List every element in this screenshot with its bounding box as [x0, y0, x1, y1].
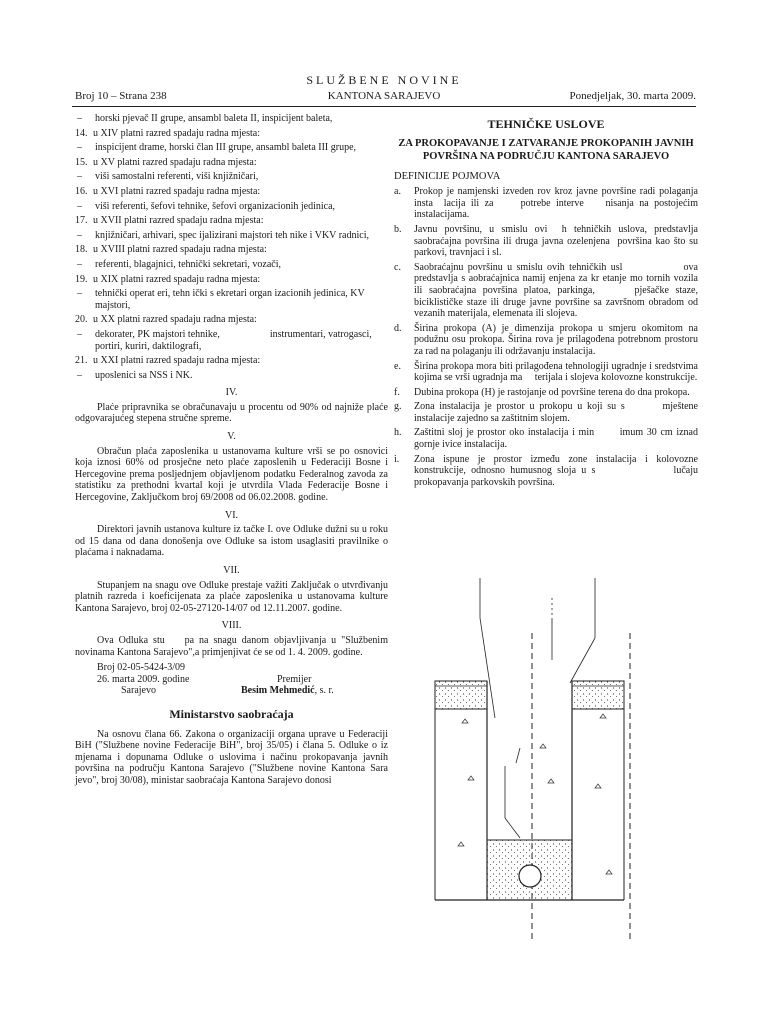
section-title: TEHNIČKE USLOVE: [487, 117, 605, 131]
definition-item: e. Širina prokopa mora biti prilagođena tehnologiji ugradnje i sredstvima kojima se vrši ugradnja ma terijala i slojeva kolovozne konstrukcije.: [394, 360, 701, 384]
issue-date: Ponedjeljak, 30. marta 2009.: [569, 90, 696, 102]
list-item: – referenti, blagajnici, tehnički sekretari, vozači,: [77, 258, 282, 270]
signature-block: [75, 662, 388, 697]
definition-item: d. Širina prokopa (A) je dimenzija prokopa u smjeru okomitom na podužnu osu prokopa. Širina rova je prilagođena potrebnom prostoru za rad na polaganju ili održavanju instalacija.: [394, 322, 698, 357]
definitions-list: [394, 186, 701, 488]
left-pavement-layer: [435, 681, 487, 709]
right-pavement-layer: [572, 681, 624, 709]
list-item: – viši referenti, šefovi tehnike, šefovi organizacionih jedinica,: [77, 200, 336, 212]
definition-item: f. Dubina prokopa (H) je rastojanje od površine terena do dna prokopa.: [394, 386, 690, 398]
list-item: 19. u XIX platni razred spadaju radna mjesta:: [75, 273, 261, 285]
list-item: – viši samostalni referenti, viši knjižničari,: [77, 171, 259, 183]
list-item: 14. u XIV platni razred spadaju radna mjesta:: [75, 127, 260, 139]
definition-item: a. Prokop je namjenski izveden rov kroz javne površine radi polaganja insta lacija ili za potrebe interve nisanja na postojećim instalacijama.: [394, 186, 701, 221]
list-item: – horski pjevač II grupe, ansambl baleta II, inspicijent baleta,: [77, 113, 333, 124]
document-place: Sarajevo: [121, 685, 156, 697]
list-item: 17. u XVII platni razred spadaju radna mjesta:: [75, 215, 264, 227]
list-item: 15. u XV platni razred spadaju radna mjesta:: [75, 156, 257, 168]
section-heading: VI.: [224, 509, 239, 521]
header-rule: [72, 106, 696, 107]
list-item: – dekorater, PK majstori tehnike, instrumentari, vatrogasci, portiri, kuriri, daktilografi,: [77, 328, 375, 352]
signatory-suffix: , s. r.: [314, 685, 334, 697]
ministry-heading: Ministarstvo saobraćaja: [169, 706, 294, 721]
definitions-heading: DEFINICIJE POJMOVA: [394, 170, 501, 182]
section-subtitle: ZA PROKOPAVANJE I ZATVARANJE PROKOPANIH JAVNIH POVRŠINA NA PODRUČJU KANTONA SARAJEVO: [398, 137, 694, 162]
definition-item: i. Zona ispune je prostor između zone instalacija i kolovozne konstrukcije, odnosno humusnog sloja u s lučaju prokopavanja parkovskih površina.: [394, 453, 701, 488]
document-date: 26. marta 2009. godine: [97, 673, 190, 685]
list-item: – tehnički operat eri, tehn ički s ekretari organ izacionih jedinica, KV majstori,: [77, 288, 365, 311]
paragraph: Direktori javnih ustanova kulture iz tačke I. ove Odluke dužni su u roku od 15 dana od dana donošenja ove Odluke sa istom usaglasiti pravilnike o plaćama i naknadama.: [75, 524, 388, 559]
section-heading: V.: [227, 431, 236, 443]
definition-item: c. Saobraćajnu površinu u smislu ovih tehničkih usl ova predstavlja s aobraćajnica namij enjena za kr etanje mo tornih vozila ili saobraćajna površina platoa, parkinga, pješačke staze, biciklističke staze ili druge javne površine sa završnom obradom od vezanih materijala, elemenata ili slojeva.: [394, 261, 701, 320]
list-item: 16. u XVI platni razred spadaju radna mjesta:: [75, 185, 261, 197]
document-number: Broj 02-05-5424-3/09: [97, 662, 186, 674]
signatory-role: Premijer: [277, 673, 312, 685]
paragraph: Obračun plaća zaposlenika u ustanovama kulture vrši se po osnovici koja iznosi 60% od prosječne neto plaće zaposlenih u Federaciji Bosne i Hercegovine prema posljednjem objavljenom podatku Federalnog zavoda za statistiku za prethodni kvartal koji je utvrdila Vlada Federacije Bosne i Hercegovine, Zaključkom broj 69/2008 od 06.02.2008. godine.: [75, 445, 388, 504]
definition-item: h. Zaštitni sloj je prostor oko instalacija i min imum 30 cm iznad gornje ivice instalacija.: [394, 427, 701, 451]
left-column: [75, 113, 398, 789]
paragraph: Stupanjem na snagu ove Odluke prestaje važiti Zaključak o utvrđivanju platnih razreda i koeficijenata za plaće zaposlenika u ustanovama kulture Kantona Sarajevo, broj 02-05-27120-14/07 od 12.11.2007. godine.: [75, 579, 388, 614]
section-heading: VIII.: [221, 620, 242, 632]
section-heading: VII.: [223, 565, 240, 576]
pipe-circle: [519, 865, 541, 887]
newspaper-title: SLUŽBENE NOVINE: [306, 73, 462, 87]
list-item: – knjižničari, arhivari, spec ijalizirani majstori teh nike i VKV radnici,: [77, 229, 369, 241]
paragraph: Ova Odluka stu pa na snagu danom objavljivanja u "Službenim novinama Kantona Sarajevo",a primjenjivat će se od 1. 4. 2009. godine.: [75, 634, 391, 658]
paragraph: Plaće pripravnika se obračunavaju u procentu od 90% od najniže plaće odgovarajućeg stepena stručne spreme.: [75, 401, 388, 425]
trench-cross-section-diagram: [420, 578, 660, 948]
paragraph: Na osnovu člana 66. Zakona o organizaciji organa uprave u Federaciji BiH ("Službene novine Federacije BiH", broj 35/05) i člana 5. Odluke o iz mjenama i dopunama Odluke o uslovima i načinu prokopavanja javnih površina na području Kantona Sarajevo ("Službene novine Kantona Sara jevo", broj 30/08), ministar saobraćaja Kantona Sarajevo donosi: [75, 728, 398, 786]
list-item: – inspicijent drame, horski član III grupe, ansambl baleta III grupe,: [77, 142, 357, 154]
signatory-name: Besim Mehmedić: [241, 685, 315, 697]
list-item: 21. u XXI platni razred spadaju radna mjesta:: [75, 355, 261, 367]
pay-grade-list: [75, 113, 388, 381]
issue-number: Broj 10 – Strana 238: [75, 90, 167, 102]
list-item: 18. u XVIII platni razred spadaju radna mjesta:: [75, 244, 267, 256]
section-heading: IV.: [225, 387, 238, 399]
definition-item: g. Zona instalacija je prostor u prokopu u koji su s mještene instalacije zajedno sa zaštitnim slojem.: [394, 401, 701, 424]
newspaper-subtitle: KANTONA SARAJEVO: [327, 90, 441, 102]
definition-item: b. Javnu površinu, u smislu ovi h tehničkih uslova, predstavlja saobraćajna površina ili druga javna ozelenjena površina kao što su parkovi, travnjaci i sl.: [394, 223, 701, 259]
list-item: – uposlenici sa NSS i NK.: [77, 369, 193, 381]
right-column: [394, 113, 701, 491]
list-item: 20. u XX platni razred spadaju radna mjesta:: [75, 314, 257, 326]
